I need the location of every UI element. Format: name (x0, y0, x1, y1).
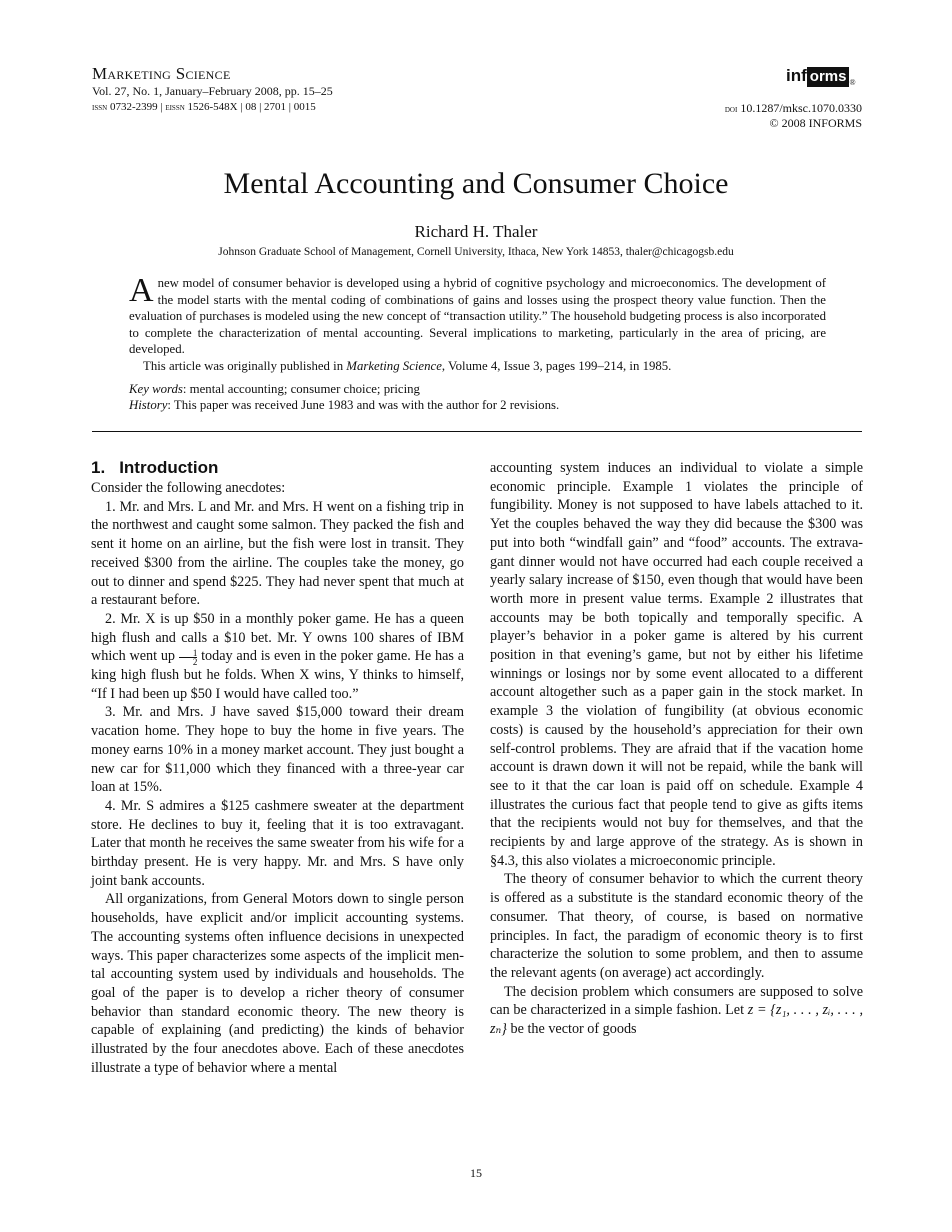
keywords-text: : mental accounting; consumer choice; pricing (182, 382, 420, 396)
section-number: 1. (91, 458, 106, 477)
paragraph: Consider the following anecdotes: (91, 480, 286, 496)
paragraph: accounting system induces an individual to violate a simple economic principle. Example 1 violates the principle of fungibility. Money is not supposed to have labels attached to it. Yet the couples behaved the way they did because the $300 was put into both “windfall gain” and “food” accounts. The extravagant dinner would not have occurred had each couple received a yearly salary increase of $150, even though that would have been worth more in present value terms. Example 2 illustrates that accounts may be both topically and temporally specific. A player’s behavior in a poker game is altered by his current position in that evening’s game, but not by either his lifetime winnings or losings nor by some event allocated to a different account altogether such as a paper gain in the stock market. In example 3 the violation of fungibility (at obvious economic costs) is caused by the household’s appreciation for their own self-control problems. They are afraid that if the vacation home account is drawn down it will not be repaid, while the bank will see to it that the car loan is paid off on schedule. Example 4 illustrates the curious fact that people tend to give as gifts items that the recipients would not buy for themselves, and that the recipients by and large approve of the strategy. As is shown in §4.3, this also violates a microeconomic principle. (490, 460, 863, 869)
page-number: 15 (470, 1166, 482, 1180)
abstract-text: new model of consumer behavior is developed using a hybrid of cognitive psychology and microeconomics. The development of the model starts with the mental coding of combinations of gains and losses using the prospect theory value function. Then the evaluation of purchases is modeled using the new concept of “transaction utility.” The household budgeting process is also incorporated to complete the characterization of mental accounting. Several implications to marketing, particularly in the area of pricing, are developed. (129, 276, 826, 357)
anecdote-1: 1. Mr. and Mrs. L and Mr. and Mrs. H went on a fishing trip in the northwest and caught some salmon. They packed the fish and sent it home on an airline, but the fish were lost in transit. They received $300 from the airline. The couples take the money, go out to dinner and spend $225. They had never spent that much at a restaurant before. (91, 498, 464, 609)
issn-line (92, 101, 316, 113)
section-heading (91, 459, 464, 477)
logo-text-in: inf (786, 66, 807, 85)
keywords (129, 382, 420, 397)
section-title: Introduction (119, 458, 219, 477)
fraction-numerator: 1 (179, 649, 198, 658)
anecdote-2-text-b: today and is even in the poker game. He has a king high flush but he folds. When X wins, Y thinks to himself, “If I had been up $50 I would have called too.” (91, 648, 464, 702)
logo-text-box: orms (807, 67, 850, 87)
abstract-body (129, 272, 826, 358)
copyright: © 2008 INFORMS (769, 116, 862, 130)
doi-value: 10.1287/mksc.1070.0330 (740, 101, 862, 115)
abstract (129, 272, 826, 375)
eissn-value: 1526-548X | 08 | 2701 | 0015 (187, 101, 316, 113)
author-affiliation: Johnson Graduate School of Management, Cornell University, Ithaca, New York 14853, thaler@chicagogsb.edu (218, 246, 734, 258)
history-label: History (129, 398, 168, 412)
anecdote-2-text-a: 2. Mr. X is up $50 in a monthly poker game. He has a queen high flush and calls a $10 bet. Mr. Y owns 100 shares of IBM which went up (91, 610, 464, 665)
logo-registered: ® (849, 78, 856, 87)
fraction-denominator: 2 (192, 656, 198, 667)
keywords-label: Key words (129, 382, 183, 396)
doi-label: doi (724, 104, 738, 115)
volume-info: Vol. 27, No. 1, January–February 2008, pp. 15–25 (92, 84, 333, 98)
anecdote-4: 4. Mr. S admires a $125 cashmere sweater at the department store. He declines to buy it, feeling that it is too extravagant. Later that month he receives the same sweater from his wife for a birthday present. He is very happy. Mr. and Mrs. S have only joint bank accounts. (91, 797, 464, 889)
fraction (179, 649, 198, 666)
anecdote-3: 3. Mr. and Mrs. J have saved $15,000 toward their dream vacation home. They hope to buy the home in five years. The money earns 10% in a money market account. They just bought a new car for $11,000 which they financed with a three-year car loan at 15%. (91, 704, 464, 796)
math-expression: z = {z₁, . . . , zᵢ, . . . , zₙ} (490, 1002, 863, 1038)
paragraph-text-b: be the vector of goods (506, 1021, 637, 1038)
paragraph-text-a: The decision problem which consumers are supposed to solve can be characterized in a simple fashion. Let (490, 983, 863, 1019)
paragraph: All organizations, from General Motors down to single person households, have explicit and/or implicit accounting systems. The accounting systems often influence decisions in unexpected ways. This paper characterizes some aspects of the implicit mental accounting system used by individuals and households. The goal of the paper is to develop a richer theory of consumer behavior than standard economic theory. The new theory is capable of explaining (and predicting) the kinds of behavior illustrated by the four anecdotes above. Each of these anecdotes illustrate a type of behavior where a mental (91, 891, 464, 1076)
header-rule (92, 431, 862, 432)
paragraph (490, 983, 863, 1039)
left-column (91, 459, 464, 1078)
paragraph: The theory of consumer behavior to which the current theory is offered as a substitute is the standard economic theory of the consumer. That theory, of course, is based on normative principles. In fact, the paradigm of economic theory is to first characterize the solution to some problem, and then to assume the relevant agents (on average) act accordingly. (490, 871, 863, 981)
issn-value: 0732-2399 | (109, 101, 166, 113)
journal-name: Marketing Science (92, 64, 231, 83)
drop-cap: A (129, 272, 154, 309)
history-text: : This paper was received June 1983 and was with the author for 2 revisions. (167, 398, 560, 412)
note-before: This article was originally published in (143, 358, 347, 373)
abstract-note (129, 358, 826, 375)
issn-label: issn (92, 102, 108, 113)
eissn-label: eissn (165, 102, 185, 113)
informs-logo (786, 66, 862, 88)
note-after: , Volume 4, Issue 3, pages 199–214, in 1985. (441, 358, 672, 373)
anecdote-2 (91, 610, 464, 704)
right-column (490, 459, 863, 1039)
doi-line (725, 101, 862, 116)
author-name: Richard H. Thaler (414, 222, 538, 241)
note-journal: Marketing Science (346, 358, 442, 373)
history (129, 398, 559, 413)
paper-title: Mental Accounting and Consumer Choice (223, 167, 729, 200)
